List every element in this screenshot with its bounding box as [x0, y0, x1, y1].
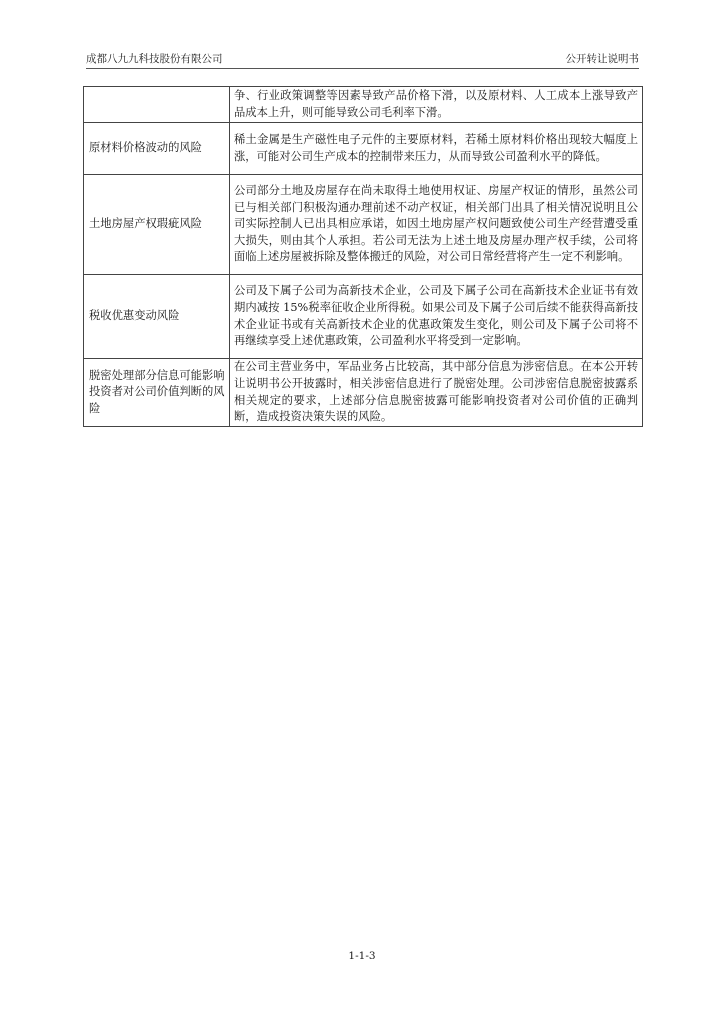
risk-name-cell: 土地房屋产权瑕疵风险 [84, 175, 230, 275]
page-number: 1-1-3 [348, 950, 376, 962]
table-row [84, 123, 643, 175]
risk-description-cell: 争、行业政策调整等因素导致产品价格下滑，以及原材料、人工成本上涨导致产品成本上升，则可能导致公司毛利率下滑。 [230, 87, 643, 123]
risk-description-cell: 公司部分土地及房屋存在尚未取得土地使用权证、房屋产权证的情形，虽然公司已与相关部门积极沟通办理前述不动产权证，相关部门出具了相关情况说明且公司实际控制人已出具相应承诺，如因土地房屋产权问题致使公司生产经营遭受重大损失，则由其个人承担。若公司无法为上述土地及房屋办理产权手续，公司将面临上述房屋被拆除及整体搬迁的风险，对公司日常经营将产生一定不利影响。 [230, 175, 643, 275]
risk-table [83, 86, 643, 427]
risk-name-cell: 原材料价格波动的风险 [84, 123, 230, 175]
risk-description-cell: 稀土金属是生产磁性电子元件的主要原材料，若稀土原材料价格出现较大幅度上涨，可能对公司生产成本的控制带来压力，从而导致公司盈利水平的降低。 [230, 123, 643, 175]
risk-description-cell: 在公司主营业务中，军品业务占比较高，其中部分信息为涉密信息。在本公开转让说明书公开披露时，相关涉密信息进行了脱密处理。公司涉密信息脱密披露系相关规定的要求，上述部分信息脱密披露可能影响投资者对公司价值的正确判断，造成投资决策失误的风险。 [230, 359, 643, 427]
header-company-name: 成都八九九科技股份有限公司 [86, 53, 223, 65]
risk-name-cell: 税收优惠变动风险 [84, 275, 230, 359]
risk-name-cell [84, 87, 230, 123]
header-document-title: 公开转让说明书 [565, 53, 639, 65]
table-row [84, 275, 643, 359]
table-row [84, 175, 643, 275]
table-row [84, 359, 643, 427]
risk-name-cell: 脱密处理部分信息可能影响投资者对公司价值判断的风险 [84, 359, 230, 427]
risk-description-cell: 公司及下属子公司为高新技术企业，公司及下属子公司在高新技术企业证书有效期内减按 15%税率征收企业所得税。如果公司及下属子公司后续不能获得高新技术企业证书或有关高新技术企业的优惠政策发生变化，则公司及下属子公司将不再继续享受上述优惠政策，公司盈利水平将受到一定影响。 [230, 275, 643, 359]
page-header [86, 52, 639, 69]
table-row [84, 87, 643, 123]
